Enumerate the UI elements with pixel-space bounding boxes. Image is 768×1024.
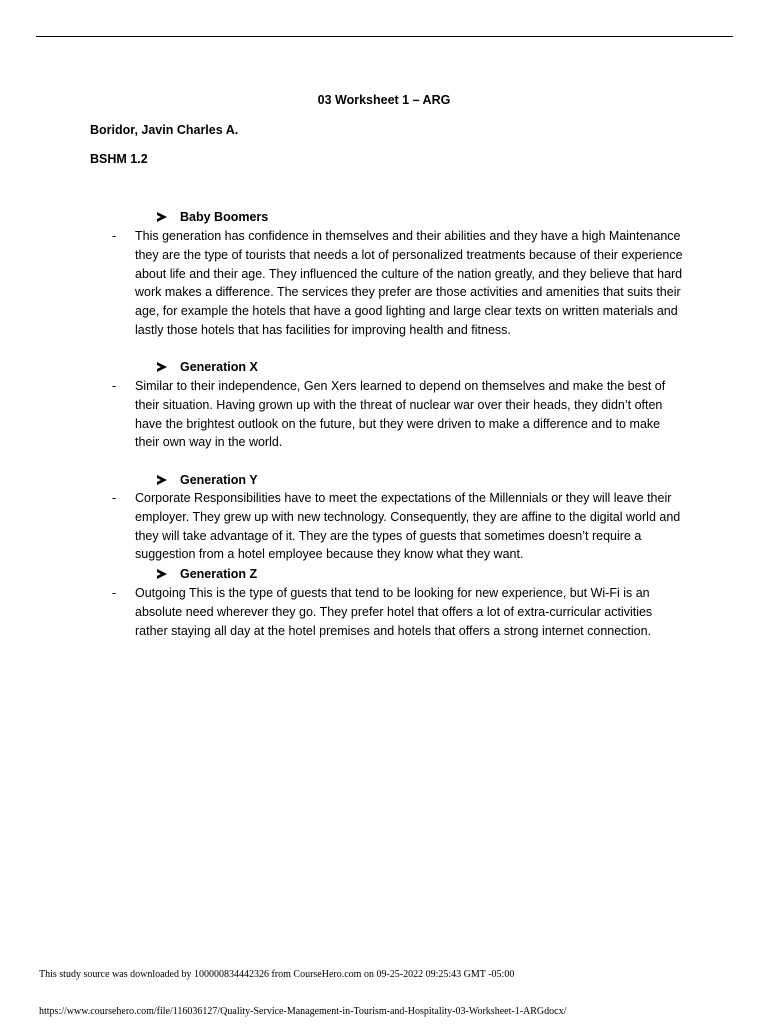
arrow-bullet-icon bbox=[157, 362, 167, 372]
section-heading-generation-y bbox=[157, 471, 258, 489]
arrow-bullet-icon bbox=[157, 212, 167, 222]
dash-bullet: - bbox=[112, 491, 117, 505]
section-heading-label: Generation Z bbox=[180, 567, 258, 581]
dash-bullet: - bbox=[112, 379, 117, 393]
student-name: Boridor, Javin Charles A. bbox=[90, 123, 239, 137]
section-heading-label: Generation Y bbox=[180, 473, 258, 487]
document-title: 03 Worksheet 1 – ARG bbox=[317, 93, 451, 107]
dash-bullet: - bbox=[112, 586, 117, 600]
section-heading-baby-boomers bbox=[157, 208, 268, 226]
section-body-generation-y: Corporate Responsibilities have to meet the expectations of the Millennials or they will leave their employer. They grew up with new technology. Consequently, they are affine to the digital world and they will take advantage of it. They are the types of guests that sometimes doesn’t require a suggestion from a hotel employee because they know what they want. bbox=[135, 491, 681, 562]
section-heading-label: Generation X bbox=[180, 360, 258, 374]
section-body-baby-boomers: This generation has confidence in themselves and their abilities and they have a high Maintenance they are the type of tourists that needs a lot of personalized treatments because of their experience about life and their age. They influenced the culture of the nation greatly, and they believe that hard work makes a difference. The services they prefer are those activities and amenities that suits their age, for example the hotels that have a good lighting and large clear texts on written materials and lastly those hotels that has facilities for improving health and fitness. bbox=[135, 229, 683, 337]
download-notice: This study source was downloaded by 100000834442326 from CourseHero.com on 09-25-2022 09:25:43 GMT -05:00 bbox=[39, 969, 515, 980]
arrow-bullet-icon bbox=[157, 475, 167, 485]
dash-bullet: - bbox=[112, 229, 117, 243]
class-section: BSHM 1.2 bbox=[90, 152, 148, 166]
section-heading-generation-x bbox=[157, 358, 258, 376]
section-heading-label: Baby Boomers bbox=[180, 210, 269, 224]
section-body-generation-x: Similar to their independence, Gen Xers learned to depend on themselves and make the best of their situation. Having grown up with the threat of nuclear war over their heads, they didn’t often have the brightest outlook on the future, but they were driven to make a difference and to make their own way in the world. bbox=[135, 379, 666, 450]
section-body-generation-z: Outgoing This is the type of guests that tend to be looking for new experience, but Wi-Fi is an absolute need wherever they go. They prefer hotel that offers a lot of extra-curricular activities rather staying all day at the hotel premises and hotels that offers a strong internet connection. bbox=[135, 586, 653, 638]
arrow-bullet-icon bbox=[157, 569, 167, 579]
source-url-link[interactable]: https://www.coursehero.com/file/116036127/Quality-Service-Management-in-Tourism-and-Hospitality-03-Worksheet-1-ARGdocx/ bbox=[39, 1006, 567, 1017]
section-heading-generation-z bbox=[157, 565, 257, 583]
